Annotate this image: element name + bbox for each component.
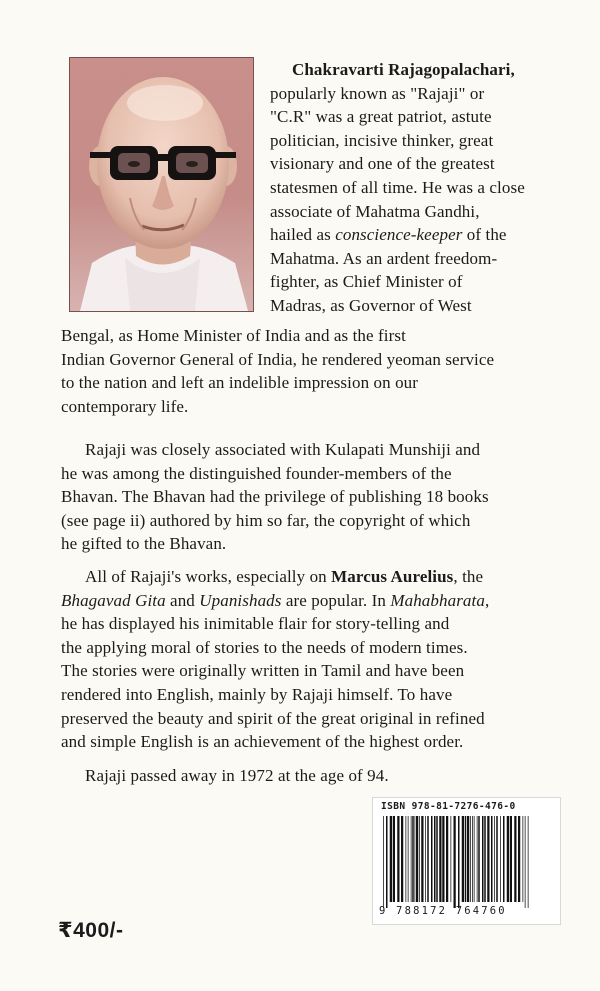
- barcode-bar: [467, 816, 469, 902]
- bio-line-titles: [61, 589, 541, 613]
- barcode-bar: [406, 816, 407, 902]
- bio-line: Bengal, as Home Minister of India and as the first: [61, 326, 406, 345]
- barcode-bar: [458, 816, 460, 908]
- bio-line: the applying moral of stories to the needs of modern times.: [61, 637, 468, 657]
- bio-line: Madras, as Governor of West: [270, 295, 472, 315]
- bio-line: he has displayed his inimitable flair for story-telling and: [61, 614, 450, 634]
- mahabharata-italic: Mahabharata: [390, 590, 485, 610]
- barcode-bar: [472, 816, 473, 902]
- bio-paragraph-4: [61, 764, 541, 788]
- bio-line: rendered into English, mainly by Rajaji himself. To have: [61, 684, 453, 704]
- bio-line: "C.R" was a great patriot, astute: [270, 107, 492, 127]
- bio-line: and simple English is an achievement of the highest order.: [61, 732, 464, 752]
- barcode-bar: [478, 816, 480, 902]
- barcode-bar: [514, 816, 516, 902]
- bio-text: All of Rajaji's works, especially on: [85, 567, 332, 586]
- barcode-bar: [408, 816, 409, 902]
- barcode-bar: [427, 816, 429, 902]
- bio-line: politician, incisive thinker, great: [270, 130, 494, 150]
- bhagavad-gita-italic: Bhagavad Gita: [61, 590, 166, 610]
- barcode-bar: [465, 816, 467, 902]
- bio-text: hailed as: [270, 225, 336, 245]
- barcode-bar: [393, 816, 395, 902]
- barcode-bar: [496, 816, 498, 902]
- marcus-aurelius-bold: Marcus Aurelius: [331, 567, 454, 586]
- bio-line: Rajaji was closely associated with Kulapati Munshiji and: [85, 440, 481, 459]
- bio-paragraph-2: [61, 438, 541, 556]
- barcode-bar: [431, 816, 433, 902]
- price: ₹400/-: [58, 919, 124, 942]
- barcode-bar: [397, 816, 399, 902]
- bio-line-works: [61, 565, 541, 589]
- barcode-bar: [390, 816, 392, 902]
- bio-line: associate of Mahatma Gandhi,: [270, 201, 480, 221]
- conscience-keeper-italic: conscience-keeper: [335, 225, 463, 245]
- barcode-bar: [386, 816, 388, 908]
- bio-line: he gifted to the Bhavan.: [61, 534, 227, 554]
- barcode-bar: [412, 816, 414, 902]
- barcode-bar: [419, 816, 420, 902]
- barcode-bars: [381, 816, 553, 908]
- isbn-barcode: [372, 797, 561, 925]
- bio-paragraph-3: [61, 565, 541, 754]
- barcode-bar: [415, 816, 416, 902]
- author-portrait: [69, 57, 254, 312]
- upanishads-italic: Upanishads: [199, 590, 282, 610]
- barcode-bar: [425, 816, 426, 902]
- bio-text: of the: [462, 225, 507, 245]
- barcode-bar: [510, 816, 512, 902]
- barcode-bar: [523, 816, 524, 902]
- author-name: Chakravarti Rajagopalachari,: [292, 60, 515, 79]
- barcode-bar: [507, 816, 509, 902]
- barcode-bar: [411, 816, 412, 902]
- bio-line: contemporary life.: [61, 396, 189, 416]
- barcode-bar: [477, 816, 478, 902]
- barcode-bar: [518, 816, 520, 902]
- barcode-bar: [474, 816, 475, 902]
- barcode-bar: [484, 816, 486, 902]
- bio-line: (see page ii) authored by him so far, the copyright of which: [61, 510, 471, 530]
- bio-text: and: [165, 590, 200, 610]
- barcode-bar: [482, 816, 484, 902]
- barcode-bar: [462, 816, 464, 902]
- isbn-label: ISBN 978-81-7276-476-0: [381, 801, 516, 812]
- bio-line: statesmen of all time. He was a close: [270, 177, 525, 197]
- barcode-bar: [503, 816, 505, 902]
- barcode-bar: [494, 816, 495, 902]
- bio-line: Mahatma. As an ardent freedom-: [270, 248, 498, 268]
- author-portrait-illustration: [70, 58, 253, 311]
- barcode-digits: 9 788172 764760: [379, 905, 507, 917]
- barcode-bar: [439, 816, 441, 902]
- bio-line: fighter, as Chief Minister of: [270, 272, 463, 292]
- bio-text: are popular. In: [281, 590, 391, 610]
- barcode-bar: [525, 816, 526, 908]
- bio-line: Indian Governor General of India, he rendered yeoman service: [61, 349, 495, 369]
- bio-line: he was among the distinguished founder-members of the: [61, 463, 452, 483]
- bio-line: Rajaji passed away in 1972 at the age of 94.: [85, 766, 389, 785]
- bio-text: , the: [453, 567, 484, 586]
- barcode-bar: [383, 816, 384, 908]
- barcode-bar: [434, 816, 436, 902]
- barcode-bar: [416, 816, 418, 902]
- barcode-bar: [401, 816, 403, 902]
- bio-line: The stories were originally written in Tamil and have been: [61, 661, 465, 681]
- barcode-bar: [470, 816, 471, 902]
- barcode-bar: [442, 816, 444, 902]
- bio-paragraph-1-continued: [61, 324, 541, 418]
- barcode-bar: [451, 816, 452, 902]
- barcode-bar: [500, 816, 501, 902]
- bio-text: ,: [484, 590, 490, 610]
- barcode-bar: [436, 816, 438, 902]
- bio-paragraph-1: [270, 58, 554, 318]
- barcode-bar: [454, 816, 456, 908]
- bio-line: popularly known as "Rajaji" or: [270, 83, 485, 103]
- bio-line-conscience: [270, 223, 554, 247]
- barcode-bar: [487, 816, 489, 902]
- barcode-bar: [528, 816, 529, 908]
- bio-line: visionary and one of the greatest: [270, 154, 495, 174]
- bio-line: Bhavan. The Bhavan had the privilege of publishing 18 books: [61, 487, 489, 507]
- barcode-bar: [491, 816, 493, 902]
- bio-line: to the nation and left an indelible impression on our: [61, 373, 419, 393]
- barcode-bar: [446, 816, 448, 902]
- bio-line: preserved the beauty and spirit of the great original in refined: [61, 708, 485, 728]
- barcode-bar: [421, 816, 423, 902]
